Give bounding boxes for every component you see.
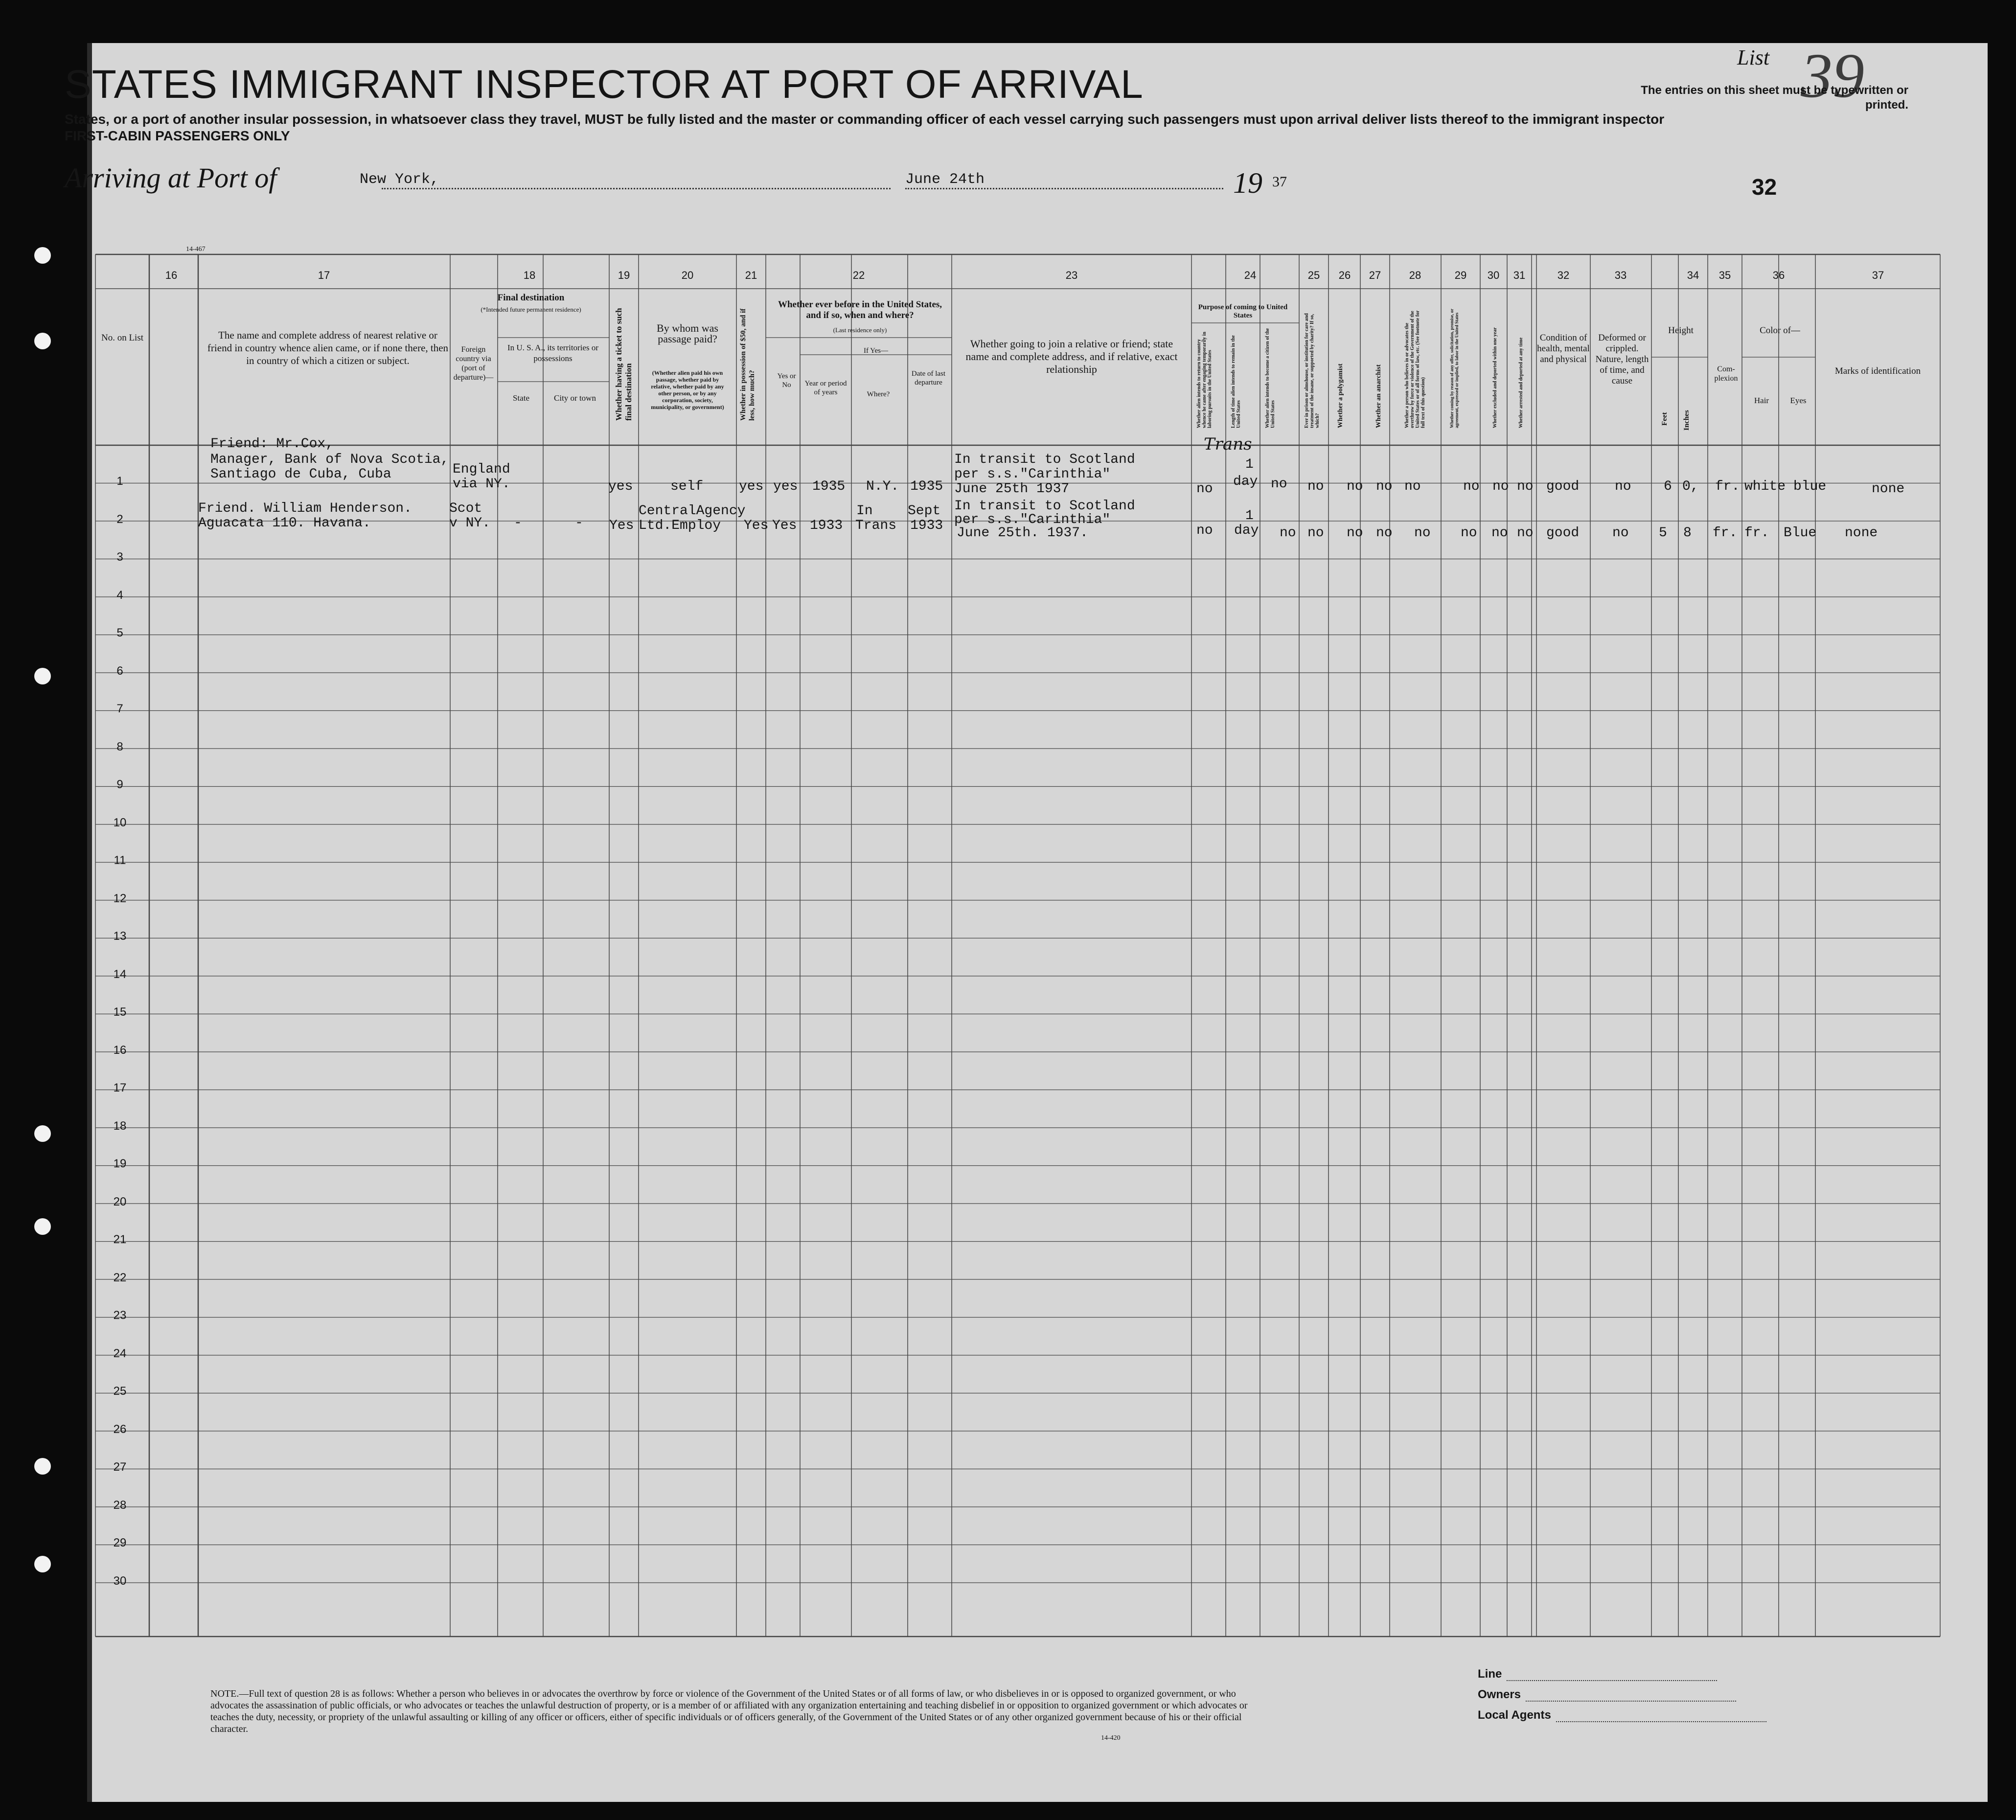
- header-yes-or-no: Yes or No: [777, 372, 796, 389]
- row-number: 2: [116, 512, 123, 526]
- entry-1-handwritten-mark: Trans: [1204, 434, 1252, 454]
- row-number: 11: [114, 854, 126, 867]
- header-last-residence: (Last residence only): [833, 326, 887, 334]
- row-number: 17: [113, 1081, 127, 1094]
- row-number: 21: [113, 1233, 127, 1246]
- entry-1-polygamist: no: [1347, 479, 1363, 494]
- column-number: 19: [618, 269, 630, 281]
- header-date-last-departure: Date of last departure: [911, 370, 946, 387]
- header-purpose-c: Whether alien intends to become a citizen of the United States: [1265, 328, 1276, 428]
- header-city: City or town: [554, 393, 596, 403]
- row-number: 20: [113, 1195, 127, 1208]
- column-number: 21: [745, 269, 757, 281]
- header-height: Height: [1668, 325, 1694, 336]
- entry-1-where: N.Y.: [866, 479, 899, 494]
- entry-2-deformed: no: [1612, 525, 1629, 541]
- entry-2-last-departure-line-1: Sept: [908, 503, 941, 519]
- arrival-port: New York,: [360, 171, 439, 188]
- entry-2-polygamist: no: [1347, 525, 1363, 541]
- typewritten-note: The entries on this sheet must be typewritten or printed.: [1641, 84, 1908, 112]
- entry-1-marks: none: [1872, 481, 1905, 497]
- owners-signature-field: [1526, 1701, 1736, 1702]
- entry-2-inches: 8: [1683, 525, 1692, 541]
- header-inches: Inches: [1683, 410, 1691, 431]
- column-number: 37: [1872, 269, 1884, 281]
- row-number: 3: [116, 550, 123, 564]
- entry-2-hair: fr.: [1744, 525, 1769, 541]
- entry-2-paid-by-line-1: CentralAgency: [639, 503, 746, 519]
- entry-1-foreign-country-line-1: England: [453, 462, 510, 477]
- entry-1-joining-line-1: In transit to Scotland: [954, 452, 1135, 467]
- port-dotted-line: [382, 188, 891, 189]
- header-q31: Whether arrested and deported at any time: [1518, 337, 1524, 428]
- row-number: 28: [113, 1498, 127, 1512]
- arrival-date: June 24th: [905, 171, 985, 188]
- row-number: 8: [116, 740, 123, 753]
- row-number: 15: [113, 1005, 127, 1019]
- entry-2-last-departure-line-2: 1933: [910, 518, 943, 533]
- entry-1-inches: 0,: [1682, 479, 1699, 494]
- header-final-destination-note: (*Intended future permanent residence): [481, 306, 581, 313]
- entry-2-ticket: Yes: [609, 518, 634, 533]
- owners-signature-row: [1478, 1688, 1736, 1702]
- column-number: 33: [1614, 269, 1627, 281]
- entry-1-last-departure: 1935: [910, 479, 943, 494]
- entry-1-q31: no: [1517, 479, 1534, 494]
- local-agents-signature-field: [1556, 1721, 1766, 1722]
- entry-2-complexion: fr.: [1713, 525, 1738, 541]
- entry-1-q29: no: [1463, 479, 1480, 494]
- form-subtitle: States, or a port of another insular possession, in whatsoever class they travel, MUST be fully listed and the master or commanding officer of each vessel carrying such passengers must upon arrival deliver lists thereof to the immigrant inspector: [65, 112, 1665, 127]
- header-q29: Whether coming by reason of any offer, solicitation, promise, or agreement, expressed or implied, to labor in the United States: [1449, 309, 1459, 428]
- entry-2-relative-line-1: Friend. William Henderson.: [198, 501, 412, 516]
- header-ever-before: Whether ever before in the United States, and if so, when and where?: [778, 299, 942, 320]
- header-complexion: Com-plexion: [1714, 365, 1738, 383]
- column-number: 26: [1338, 269, 1351, 281]
- header-year-period: Year or period of years: [804, 380, 847, 396]
- passenger-class: FIRST-CABIN PASSENGERS ONLY: [65, 128, 290, 143]
- entry-2-eyes: Blue: [1784, 525, 1817, 541]
- column-number: 16: [165, 269, 178, 281]
- header-nearest-relative: The name and complete address of nearest relative or friend in country whence alien came, or if none there, then in country of which a citizen or subject.: [207, 329, 449, 366]
- entry-1-purpose-b-unit: day: [1233, 474, 1258, 489]
- header-anarchist: Whether an anarchist: [1375, 364, 1382, 428]
- year-suffix: 37: [1272, 174, 1287, 190]
- row-number: 25: [113, 1385, 127, 1398]
- header-purpose-b: Length of time alien intends to remain in the United States: [1231, 335, 1241, 428]
- header-prison: Ever in prison or almshouse, or institution for care and treatment of the insane, or supported by charity? If so, which?: [1304, 313, 1320, 428]
- row-number: 4: [116, 588, 123, 602]
- header-going-to-join: Whether going to join a relative or friend; state name and complete address, and if relative, exact relationship: [965, 338, 1178, 375]
- header-by-whom-note: (Whether alien paid his own passage, whether paid by relative, whether paid by any other person, or by any corporation, society, municipality, or government): [651, 369, 724, 410]
- entry-2-health: good: [1546, 525, 1580, 541]
- entry-2-q29: no: [1461, 525, 1477, 541]
- column-number: 32: [1557, 269, 1570, 281]
- column-number: 34: [1687, 269, 1699, 281]
- column-number: 25: [1307, 269, 1320, 281]
- entry-1-relative-line-1: Friend: Mr.Cox,: [210, 436, 334, 452]
- entry-2-joining-line-1: In transit to Scotland: [954, 499, 1135, 514]
- header-feet: Feet: [1661, 412, 1669, 426]
- entry-2-purpose-a: no: [1196, 523, 1213, 538]
- page-number: 32: [1752, 174, 1777, 200]
- entry-1-deformed: no: [1615, 479, 1631, 494]
- entry-1-possession: yes: [739, 479, 764, 494]
- entry-2-state: -: [514, 516, 522, 531]
- entry-1-paid-by: self: [670, 479, 704, 494]
- entry-2-where-line-2: Trans: [855, 518, 897, 533]
- column-number: 23: [1065, 269, 1078, 281]
- column-number: 28: [1409, 269, 1421, 281]
- entry-1-anarchist: no: [1376, 479, 1393, 494]
- form-number-bottom: 14-420: [1101, 1734, 1121, 1742]
- entry-1-q28: no: [1404, 479, 1421, 494]
- header-no-on-list: No. on List: [101, 333, 144, 343]
- header-if-yes: If Yes—: [863, 347, 888, 355]
- entry-2-foreign-country-line-1: Scot: [449, 501, 482, 516]
- row-number: 6: [116, 664, 123, 678]
- entry-1-foreign-country-line-2: via NY.: [453, 477, 510, 492]
- column-number: 30: [1487, 269, 1500, 281]
- row-number: 5: [116, 626, 123, 639]
- list-number: 39: [1801, 41, 1864, 111]
- entry-1-ever-before: yes: [773, 479, 798, 494]
- entry-2-prison: no: [1307, 525, 1324, 541]
- entry-1-feet: 6: [1664, 479, 1672, 494]
- header-state: State: [513, 393, 529, 403]
- column-number: 36: [1772, 269, 1785, 281]
- row-number: 23: [113, 1309, 127, 1322]
- entry-2-purpose-b-num: 1: [1245, 508, 1254, 523]
- header-purpose-a: Whether alien intends to return to country whence he came after engaging temporarily in laboring pursuits in the United States: [1196, 332, 1213, 428]
- entry-1-complexion: fr.: [1715, 479, 1740, 494]
- date-dotted-line: [905, 188, 1223, 189]
- entry-1-joining-line-2: per s.s."Carinthia": [954, 467, 1111, 482]
- entry-2-ever-before: Yes: [772, 518, 797, 533]
- column-number: 20: [681, 269, 694, 281]
- column-number: 22: [852, 269, 865, 281]
- entry-2-anarchist: no: [1376, 525, 1393, 541]
- entry-2-q31: no: [1517, 525, 1534, 541]
- header-polygamist: Whether a polygamist: [1337, 364, 1344, 428]
- question-28-note: NOTE.—Full text of question 28 is as follows: Whether a person who believes in or advocates the overthrow by force or violence of the Government of the United States or of all forms of law, or who disbelieves in or is opposed to organized government, or who advocates the assassination of public officials, or who advocates or teaches the unlawful destruction of property, or is a member of or affiliated with any organization entertaining and teaching disbelief in or opposition to organized government or which advocates or teaches the duty, necessity, or propriety of the unlawful assaulting or killing of any officer or officers, either of specific individuals or of officers generally, of the Government of the United States or of any other organized government because of his or their official character.: [210, 1688, 1248, 1734]
- entry-2-purpose-b-unit: day: [1234, 523, 1259, 538]
- row-number: 30: [113, 1574, 127, 1588]
- header-hair: Hair: [1754, 396, 1769, 405]
- row-number: 14: [113, 967, 127, 981]
- entry-1-joining-line-3: June 25th 1937: [954, 481, 1070, 497]
- header-health: Condition of health, mental and physical: [1537, 333, 1590, 364]
- form-title: STATES IMMIGRANT INSPECTOR AT PORT OF ARRIVAL: [65, 62, 1144, 107]
- entry-2-purpose-c: no: [1280, 525, 1296, 541]
- entry-1-year: 1935: [812, 479, 846, 494]
- header-q28: Whether a person who believes in or advocates the overthrow by force or violence of the Government of the United States or of all forms of law, etc. (See footnote for full text of this question): [1404, 310, 1426, 428]
- header-in-usa: In U. S. A., its territories or possessions: [507, 343, 599, 363]
- row-number: 26: [113, 1422, 127, 1436]
- entry-2-feet: 5: [1659, 525, 1667, 541]
- year-prefix: 19: [1233, 167, 1262, 199]
- owners-label: Owners: [1478, 1688, 1521, 1701]
- entry-2-possession: Yes: [744, 518, 769, 533]
- line-signature-field: [1507, 1680, 1717, 1681]
- header-foreign-country: Foreign country via (port of departure)—: [453, 345, 494, 382]
- header-final-destination: Final destination: [497, 293, 565, 303]
- row-number: 1: [116, 475, 123, 488]
- entry-1-q30: no: [1492, 479, 1509, 494]
- entry-2-marks: none: [1845, 525, 1878, 541]
- entry-1-relative-line-2: Manager, Bank of Nova Scotia,: [210, 452, 449, 467]
- row-number: 24: [113, 1346, 127, 1360]
- header-color-of: Color of—: [1760, 325, 1800, 336]
- agents-signature-row: [1478, 1708, 1766, 1722]
- header-q30: Whether excluded and deported within one year: [1492, 327, 1498, 428]
- entry-1-ticket: yes: [608, 479, 633, 494]
- header-purpose: Purpose of coming to United States: [1198, 303, 1288, 319]
- header-eyes: Eyes: [1790, 396, 1807, 405]
- entry-1-purpose-a: no: [1196, 481, 1213, 497]
- row-number: 7: [116, 702, 123, 715]
- entry-2-joining-line-2: per s.s."Carinthia": [954, 512, 1111, 527]
- entry-1-hair: white: [1744, 479, 1786, 494]
- entry-2-city: -: [575, 516, 583, 531]
- arriving-label: Arriving at Port of: [65, 162, 277, 194]
- entry-2-paid-by-line-2: Ltd.Employ: [639, 518, 721, 533]
- entry-1-eyes: blue: [1793, 479, 1827, 494]
- header-where: Where?: [867, 390, 890, 398]
- row-number: 29: [113, 1536, 127, 1549]
- entry-2-foreign-country-line-2: v NY.: [449, 516, 491, 531]
- line-label: Line: [1478, 1667, 1502, 1681]
- header-marks: Marks of identification: [1834, 366, 1921, 376]
- entry-2-q30: no: [1491, 525, 1508, 541]
- column-number: 17: [318, 269, 330, 281]
- header-deformed: Deformed or crippled. Nature, length of time, and cause: [1595, 333, 1649, 386]
- row-number: 18: [113, 1119, 127, 1133]
- entry-1-purpose-c: no: [1271, 477, 1287, 492]
- entry-1-prison: no: [1307, 479, 1324, 494]
- column-number: 24: [1244, 269, 1257, 281]
- row-number: 16: [113, 1043, 127, 1057]
- form-number-top: 14-467: [186, 246, 206, 253]
- row-number: 10: [113, 816, 127, 829]
- column-number: 35: [1718, 269, 1731, 281]
- column-number: 29: [1454, 269, 1467, 281]
- entry-2-q28: no: [1414, 525, 1431, 541]
- column-number: 31: [1513, 269, 1526, 281]
- entry-2-joining-line-3: June 25th. 1937.: [957, 525, 1088, 541]
- entry-1-purpose-b-num: 1: [1245, 457, 1254, 472]
- row-number: 22: [113, 1271, 127, 1284]
- entry-1-relative-line-3: Santiago de Cuba, Cuba: [210, 467, 391, 482]
- row-number: 12: [113, 891, 127, 905]
- list-label: List: [1737, 46, 1770, 69]
- row-number: 9: [116, 778, 123, 791]
- header-by-whom-paid: By whom was passage paid?: [657, 322, 718, 345]
- header-possession-50: Whether in possession of $50, and if less, how much?: [739, 308, 756, 421]
- entry-1-health: good: [1546, 479, 1580, 494]
- row-number: 27: [113, 1460, 127, 1474]
- column-number: 18: [523, 269, 536, 281]
- row-number: 13: [113, 930, 127, 943]
- line-signature-row: [1478, 1667, 1717, 1681]
- entry-2-year: 1933: [810, 518, 843, 533]
- header-ticket: Whether having a ticket to such final destination: [614, 308, 633, 421]
- column-number: 27: [1369, 269, 1381, 281]
- local-agents-label: Local Agents: [1478, 1708, 1551, 1722]
- entry-2-relative-line-2: Aguacata 110. Havana.: [198, 516, 371, 531]
- row-number: 19: [113, 1157, 127, 1170]
- entry-2-where-line-1: In: [856, 503, 873, 519]
